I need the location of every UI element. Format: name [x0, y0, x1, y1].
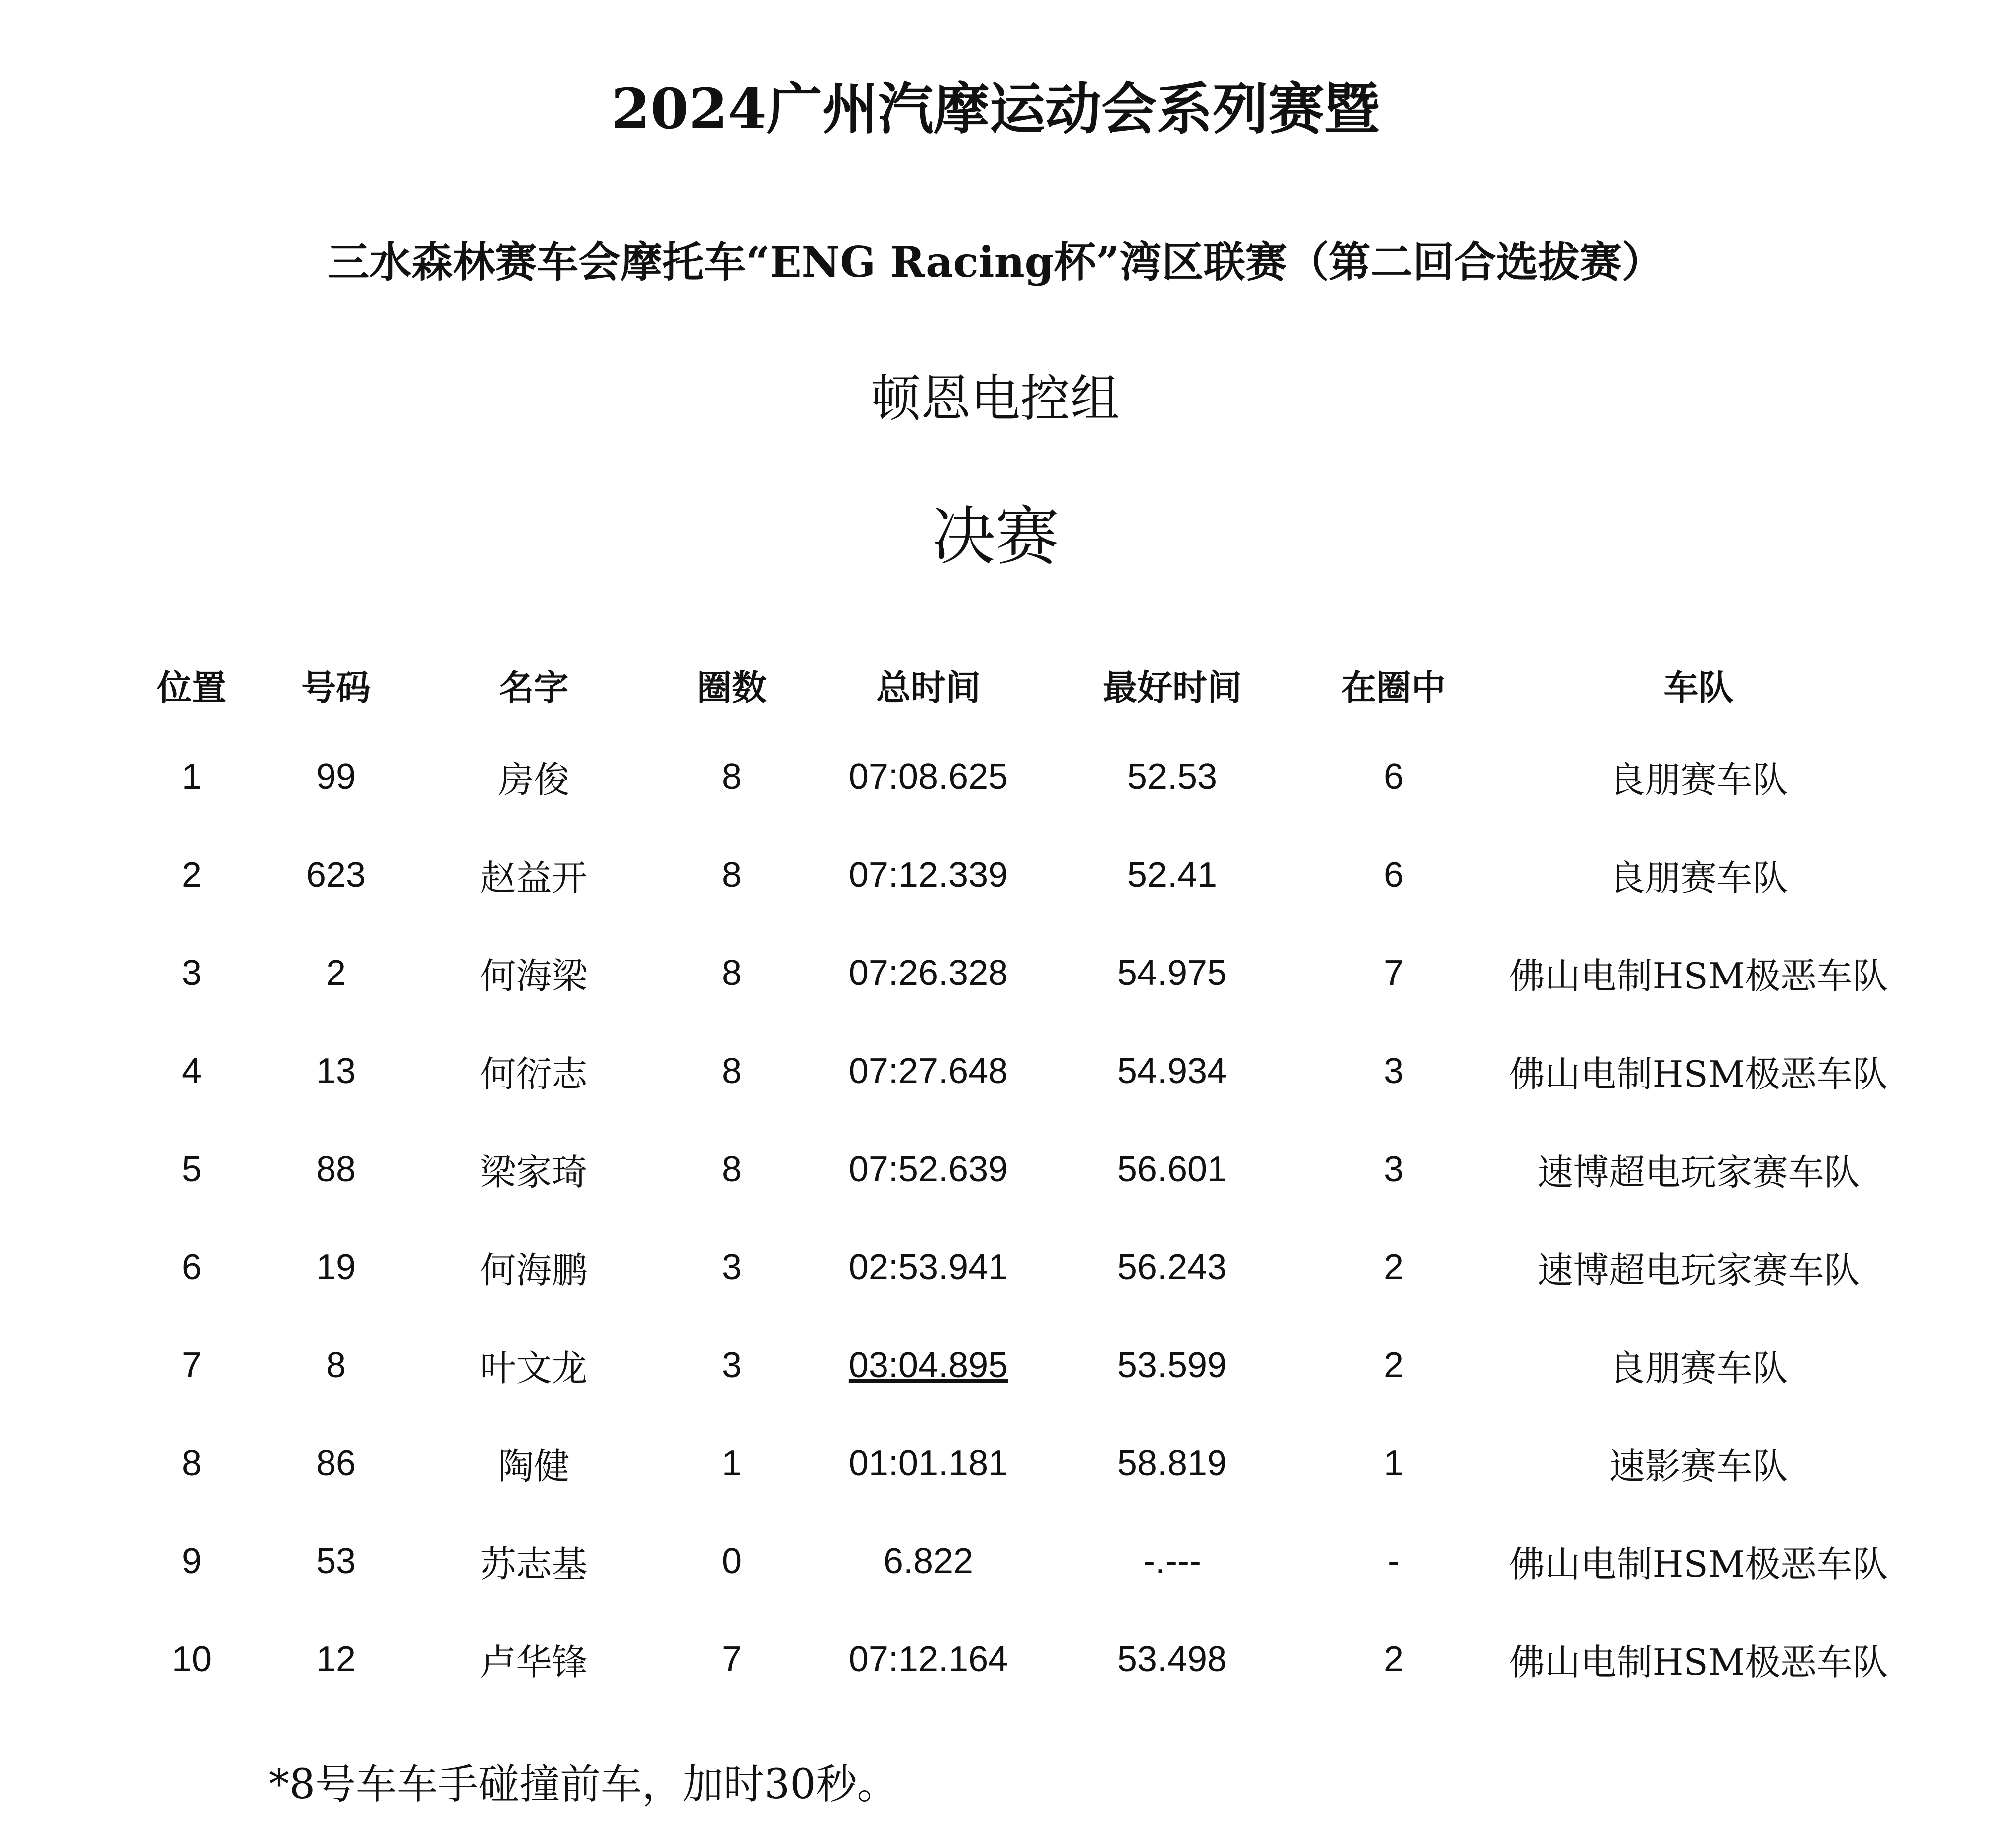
cell-total-time: 6.822: [883, 1541, 974, 1581]
cell-team: 佛山电制HSM极恶车队: [1509, 1053, 1888, 1095]
column-header-laps: 圈数: [697, 667, 767, 708]
cell-best-time: 56.601: [1117, 1149, 1227, 1189]
cell-total-time: 07:12.339: [848, 855, 1008, 895]
table-row: [122, 1120, 1904, 1218]
cell-name: 卢华锋: [480, 1641, 588, 1683]
cell-team: 佛山电制HSM极恶车队: [1509, 1641, 1888, 1683]
cell-laps: 3: [721, 1247, 742, 1287]
cell-number: 8: [326, 1345, 346, 1385]
cell-in-lap: 3: [1383, 1149, 1404, 1189]
cell-best-time: -.---: [1143, 1541, 1201, 1581]
cell-in-lap: 1: [1383, 1443, 1404, 1483]
cell-name: 叶文龙: [480, 1347, 588, 1389]
table-row: [122, 924, 1904, 1022]
column-header-team: 车队: [1663, 667, 1734, 708]
cell-number: 12: [316, 1639, 356, 1679]
cell-total-time: 07:27.648: [848, 1051, 1008, 1091]
cell-name: 何海梁: [480, 955, 588, 997]
cell-laps: 1: [721, 1443, 742, 1483]
column-header-total-time: 总时间: [876, 667, 981, 708]
cell-name: 苏志基: [480, 1543, 588, 1585]
event-subtitle: 三水森林赛车会摩托车“ENG Racing杯”湾区联赛（第二回合选拔赛）: [328, 237, 1663, 287]
cell-laps: 7: [721, 1639, 742, 1679]
cell-name: 赵益开: [480, 857, 588, 899]
cell-best-time: 54.934: [1117, 1051, 1227, 1091]
cell-best-time: 53.498: [1117, 1639, 1227, 1679]
cell-total-time: 07:52.639: [848, 1149, 1008, 1189]
cell-number: 623: [306, 855, 366, 895]
cell-number: 2: [326, 953, 346, 993]
column-header-name: 名字: [499, 667, 569, 708]
cell-number: 53: [316, 1541, 356, 1581]
cell-number: 99: [316, 757, 356, 797]
cell-total-time: 07:08.625: [848, 757, 1008, 797]
cell-position: 9: [181, 1541, 202, 1581]
cell-team: 良朋赛车队: [1609, 1347, 1788, 1389]
cell-in-lap: 2: [1383, 1639, 1404, 1679]
cell-name: 何衍志: [480, 1053, 588, 1095]
cell-total-time: 07:26.328: [848, 953, 1008, 993]
cell-in-lap: 7: [1383, 953, 1404, 993]
penalty-footnote: *8号车车手碰撞前车，加时30秒。: [269, 1761, 898, 1808]
cell-best-time: 56.243: [1117, 1247, 1227, 1287]
cell-position: 6: [181, 1247, 202, 1287]
class-name: 顿恩电控组: [871, 369, 1120, 428]
table-row: [122, 1512, 1904, 1610]
cell-best-time: 52.41: [1127, 855, 1217, 895]
cell-total-time: 07:12.164: [848, 1639, 1008, 1679]
cell-position: 5: [181, 1149, 202, 1189]
cell-total-time: 01:01.181: [848, 1443, 1008, 1483]
cell-laps: 8: [721, 1149, 742, 1189]
stage-name: 决赛: [931, 500, 1059, 574]
document-title: 2024广州汽摩运动会系列赛暨: [611, 77, 1380, 142]
cell-best-time: 58.819: [1117, 1443, 1227, 1483]
cell-best-time: 52.53: [1127, 757, 1217, 797]
cell-team: 良朋赛车队: [1609, 759, 1788, 801]
cell-total-time-penalized: [806, 1316, 1050, 1414]
cell-team: 佛山电制HSM极恶车队: [1509, 1543, 1888, 1585]
cell-in-lap: 2: [1383, 1345, 1404, 1385]
cell-position: 1: [181, 757, 202, 797]
cell-number: 88: [316, 1149, 356, 1189]
cell-name: 梁家琦: [480, 1151, 588, 1193]
cell-in-lap: 6: [1383, 855, 1404, 895]
table-row: [122, 1610, 1904, 1708]
cell-total-time: 02:53.941: [848, 1247, 1008, 1287]
cell-best-time: 53.599: [1117, 1345, 1227, 1385]
cell-laps: 8: [721, 1051, 742, 1091]
cell-laps: 0: [721, 1541, 742, 1581]
column-header-best-time: 最好时间: [1103, 667, 1242, 708]
cell-in-lap: -: [1388, 1541, 1400, 1581]
table-row: [122, 728, 1904, 826]
cell-laps: 8: [721, 855, 742, 895]
cell-position: 4: [181, 1051, 202, 1091]
column-header-position: 位置: [157, 667, 226, 708]
penalized-time-value: 03:04.895: [848, 1345, 1008, 1385]
cell-position: 7: [181, 1345, 202, 1385]
cell-team: 速博超电玩家赛车队: [1537, 1151, 1860, 1193]
table-row: [122, 1316, 1904, 1414]
cell-number: 86: [316, 1443, 356, 1483]
cell-name: 何海鹏: [480, 1249, 588, 1291]
cell-position: 3: [181, 953, 202, 993]
cell-name: 陶健: [498, 1445, 570, 1487]
table-row: [122, 1218, 1904, 1316]
cell-team: 速影赛车队: [1609, 1445, 1788, 1487]
column-header-number: 号码: [301, 667, 371, 708]
cell-name: 房俊: [498, 759, 570, 801]
column-header-in-lap: 在圈中: [1341, 667, 1446, 708]
table-row: [122, 826, 1904, 924]
cell-team: 良朋赛车队: [1609, 857, 1788, 899]
cell-number: 13: [316, 1051, 356, 1091]
cell-best-time: 54.975: [1117, 953, 1227, 993]
results-table: [122, 642, 1904, 1708]
cell-in-lap: 3: [1383, 1051, 1404, 1091]
table-row: [122, 1414, 1904, 1512]
cell-in-lap: 2: [1383, 1247, 1404, 1287]
cell-position: 10: [171, 1639, 212, 1679]
cell-laps: 8: [721, 757, 742, 797]
cell-team: 佛山电制HSM极恶车队: [1509, 955, 1888, 997]
header-row: [122, 642, 1904, 728]
cell-number: 19: [316, 1247, 356, 1287]
cell-position: 2: [181, 855, 202, 895]
cell-laps: 3: [721, 1345, 742, 1385]
cell-position: 8: [181, 1443, 202, 1483]
cell-team: 速博超电玩家赛车队: [1537, 1249, 1860, 1291]
cell-laps: 8: [721, 953, 742, 993]
table-row: [122, 1022, 1904, 1120]
cell-in-lap: 6: [1383, 757, 1404, 797]
